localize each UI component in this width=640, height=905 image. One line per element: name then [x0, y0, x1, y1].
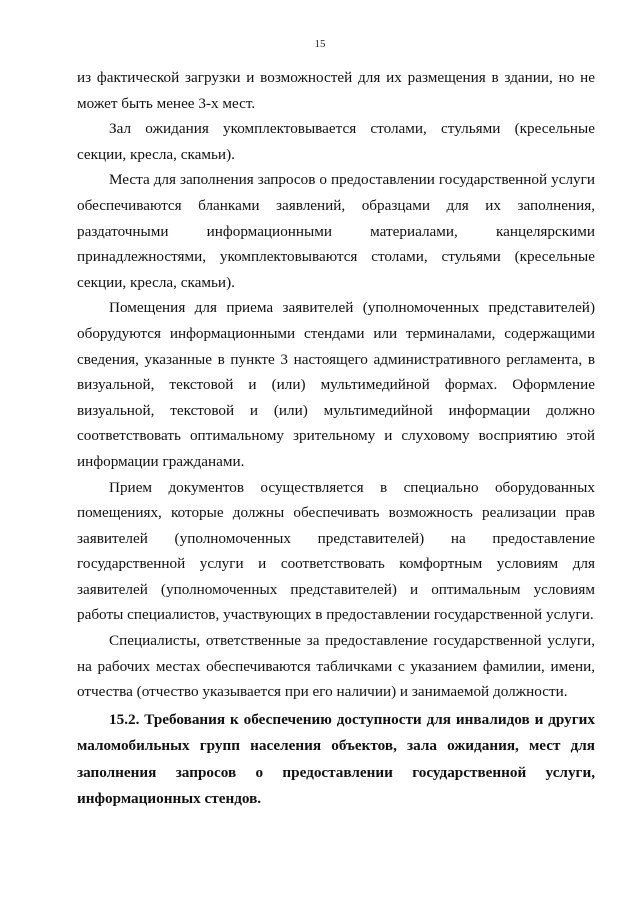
document-body — [77, 65, 595, 813]
paragraph-waiting-hall: Зал ожидания укомплектовывается столами, стульями (кресельные секции, кресла, скамьи). — [77, 120, 595, 163]
paragraph-continuation: из фактической загрузки и возможностей для их размещения в здании, но не может быть менее 3-х мест. — [77, 69, 595, 112]
paragraph-reception-rooms: Помещения для приема заявителей (уполномоченных представителей) оборудуются информационными стендами или терминалами, содержащими сведения, указанные в пункте 3 настоящего административного регламента, в визуальной, текстовой и (или) мультимедийной формах. Оформление визуальной, текстовой и (или) мультимедийной информации должно соответствовать оптимальному зрительному и слуховому восприятию этой информации гражданами. — [77, 299, 595, 470]
paragraph-document-reception: Прием документов осуществляется в специально оборудованных помещениях, которые должны обеспечивать возможность реализации прав заявителей (уполномоченных представителей) на предоставление государственной услуги и соответствовать комфортным условиям для заявителей (уполномоченных представителей) и оптимальным условиям работы специалистов, участвующих в предоставлении государственной услуги. — [77, 478, 595, 624]
page-number: 15 — [314, 38, 326, 50]
paragraph-specialists: Специалисты, ответственные за предоставление государственной услуги, на рабочих местах обеспечиваются табличками с указанием фамилии, имени, отчества (отчество указывается при его наличии) и занимаемой должности. — [77, 632, 595, 701]
paragraph-request-places: Места для заполнения запросов о предоставлении государственной услуги обеспечиваются бланками заявлений, образцами для их заполнения, раздаточными информационными материалами, канцелярскими принадлежностями, укомплектовываются столами, стульями (кресельные секции, кресла, скамьи). — [77, 171, 595, 291]
section-heading: 15.2. Требования к обеспечению доступности для инвалидов и других маломобильных групп населения объектов, зала ожидания, мест для заполнения запросов о предоставлении государственной услуги, информационных стендов. — [77, 710, 595, 808]
